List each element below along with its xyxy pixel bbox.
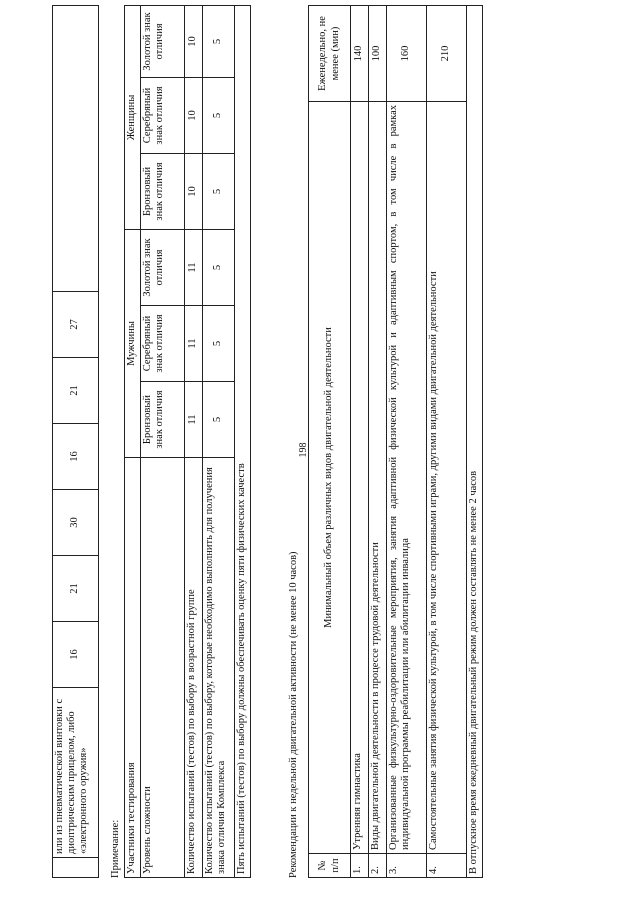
bronze-badge-header: Бронзовый знак отличия: [141, 382, 185, 458]
row-text: Виды двигательной деятельности в процессе трудовой деятельности: [369, 102, 387, 854]
empty-cell: [53, 6, 99, 292]
row-number: 1.: [351, 854, 369, 878]
table-row: [185, 5, 203, 877]
value-cell: 5: [203, 382, 235, 458]
men-label: Мужчины: [125, 229, 141, 457]
row-text: Организованные физкультурно-оздоровительные мероприятия, занятия адаптивной физической культурой и адаптивным спортом, в том числе в рамках индивидуальной программы реабилитации или абилитации инвалида: [387, 102, 427, 854]
continuation-text: или из пневматической винтовки с диоптрическим прицелом, либо «электронного оружия»: [53, 688, 99, 858]
row-value: 140: [351, 6, 369, 102]
value-cell: 21: [53, 556, 99, 622]
participants-table: [124, 5, 251, 878]
value-cell: 5: [203, 229, 235, 305]
value-cell: 11: [185, 229, 203, 305]
gold-badge-header: Золотой знак отличия: [141, 229, 185, 305]
table-row: [387, 6, 427, 878]
note-label: Примечание:: [110, 819, 121, 878]
value-cell: 10: [185, 5, 203, 77]
value-cell: 11: [185, 306, 203, 382]
value-cell: 5: [203, 153, 235, 229]
value-cell: 10: [185, 77, 203, 153]
table-row: [203, 5, 235, 877]
value-cell: 10: [185, 153, 203, 229]
weekly-header: Еженедельно, не менее (мин): [309, 6, 351, 102]
silver-badge-header: Серебряный знак отличия: [141, 77, 185, 153]
value-cell: 27: [53, 292, 99, 358]
page-number: 198: [298, 442, 309, 458]
empty-cell: [53, 858, 99, 878]
value-cell: 11: [185, 382, 203, 458]
row-value: 160: [387, 6, 427, 102]
row-number: 3.: [387, 854, 427, 878]
participants-label: Участники тестирования: [125, 458, 141, 878]
silver-badge-header: Серебряный знак отличия: [141, 306, 185, 382]
activity-footer: В отпускное время ежедневный двигательный режим должен составлять не менее 2 часов: [467, 6, 483, 878]
table-row: [427, 6, 467, 878]
bronze-badge-header: Бронзовый знак отличия: [141, 153, 185, 229]
row-text: Утренняя гимнастика: [351, 102, 369, 854]
value-cell: 5: [203, 306, 235, 382]
activity-table: [308, 5, 483, 878]
row-value: 100: [369, 6, 387, 102]
continuation-table: [52, 5, 99, 878]
gold-badge-header: Золотой знак отличия: [141, 5, 185, 77]
value-cell: 5: [203, 77, 235, 153]
row-number: 2.: [369, 854, 387, 878]
row-value: 210: [427, 6, 467, 102]
value-cell: 16: [53, 622, 99, 688]
value-cell: 30: [53, 490, 99, 556]
row-number: 4.: [427, 854, 467, 878]
row-label: Количество испытаний (тестов) по выбору в возрастной группе: [185, 458, 203, 878]
table-row: [369, 6, 387, 878]
recommendations-title: Рекомендации к недельной двигательной активности (не менее 10 часов): [288, 551, 299, 878]
difficulty-label: Уровень сложности: [141, 458, 185, 878]
row-label: Количество испытаний (тестов) по выбору, которые необходимо выполнить для получения знака отличия Комплекса: [203, 458, 235, 878]
row-text: Самостоятельные занятия физической культурой, в том числе спортивными играми, другими видами двигательной деятельности: [427, 102, 467, 854]
table-row: [351, 6, 369, 878]
women-label: Женщины: [125, 5, 141, 229]
participants-footer: Пять испытаний (тестов) по выбору должны обеспечивать оценку пяти физических качеств: [235, 5, 251, 877]
rotated-content: [52, 6, 532, 878]
value-cell: 5: [203, 5, 235, 77]
value-cell: 16: [53, 424, 99, 490]
value-cell: 21: [53, 358, 99, 424]
num-header: № п/п: [309, 854, 351, 878]
activity-header: Минимальный объем различных видов двигательной деятельности: [309, 102, 351, 854]
